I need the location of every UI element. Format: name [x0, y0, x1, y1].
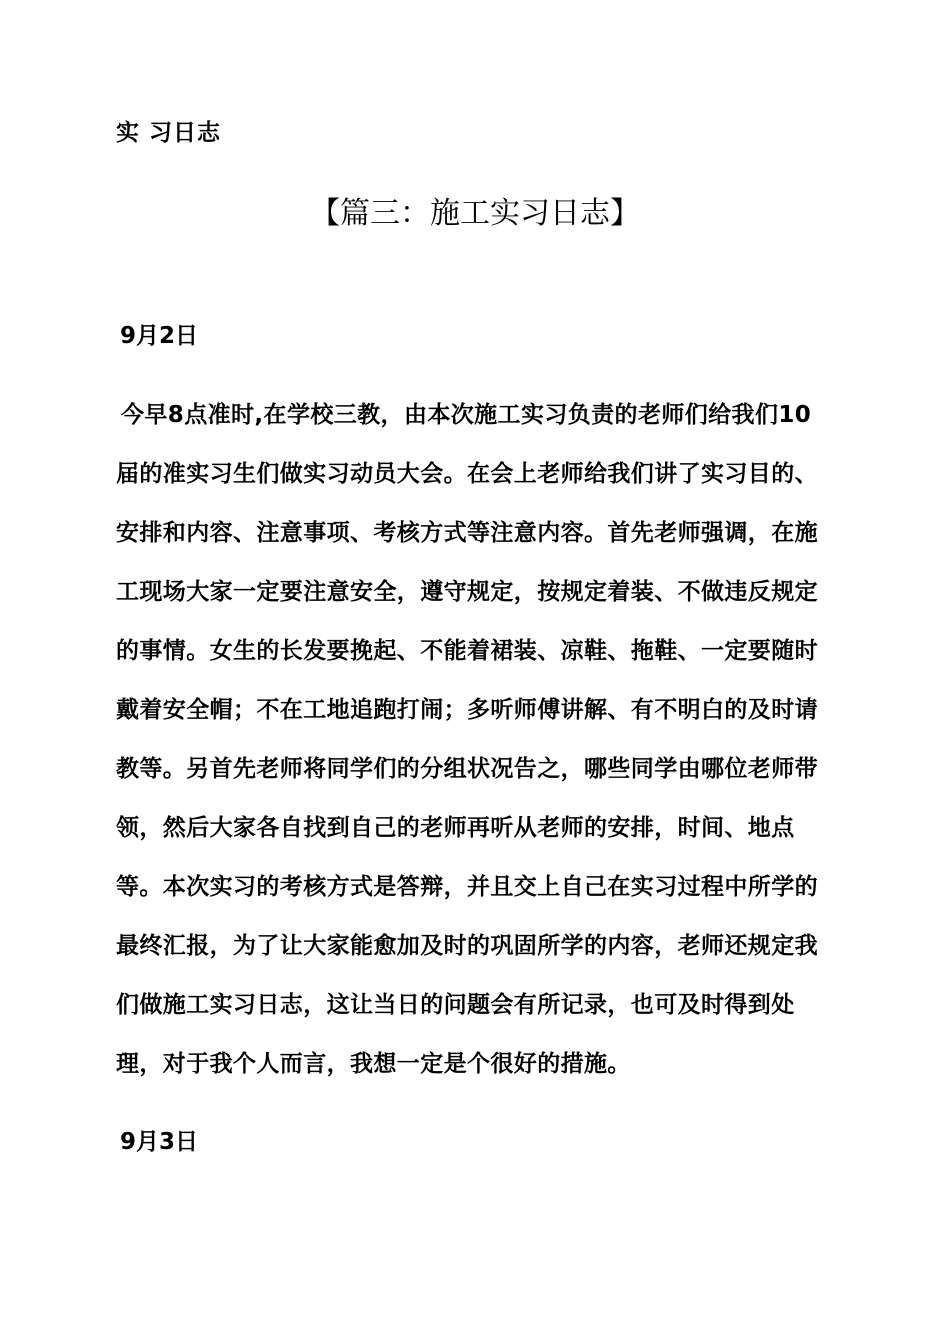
entry-date: 9月2日 — [120, 323, 199, 349]
paragraph-line: 安排和内容、注意事项、考核方式等注意内容。首先老师强调，在施 — [116, 520, 818, 546]
paragraph-line: 们做施工实习日志，这让当日的问题会有所记录，也可及时得到处 — [116, 992, 795, 1018]
section-heading: 【篇三：施工实习日志】 — [310, 196, 640, 231]
paragraph-line: 工现场大家一定要注意安全，遵守规定，按规定着装、不做违反规定 — [116, 579, 818, 605]
paragraph-line: 今早8点准时,在学校三教，由本次施工实习负责的老师们给我们10 — [121, 402, 812, 428]
document-title: 实 习日志 — [116, 120, 222, 146]
paragraph-line: 等。本次实习的考核方式是答辩，并且交上自己在实习过程中所学的 — [116, 874, 818, 900]
paragraph-line: 领，然后大家各自找到自己的老师再听从老师的安排，时间、地点 — [116, 815, 795, 841]
entry-date: 9月3日 — [120, 1129, 199, 1155]
paragraph-line: 的事情。女生的长发要挽起、不能着裙装、凉鞋、拖鞋、一定要随时 — [116, 638, 818, 664]
paragraph-line: 理，对于我个人而言，我想一定是个很好的措施。 — [116, 1051, 631, 1077]
paragraph-line: 最终汇报，为了让大家能愈加及时的巩固所学的内容，老师还规定我 — [116, 933, 818, 959]
paragraph-line: 戴着安全帽；不在工地追跑打闹；多听师傅讲解、有不明白的及时请 — [116, 697, 818, 723]
paragraph-line: 届的准实习生们做实习动员大会。在会上老师给我们讲了实习目的、 — [116, 461, 818, 487]
paragraph-line: 教等。另首先老师将同学们的分组状况告之，哪些同学由哪位老师带 — [116, 756, 818, 782]
